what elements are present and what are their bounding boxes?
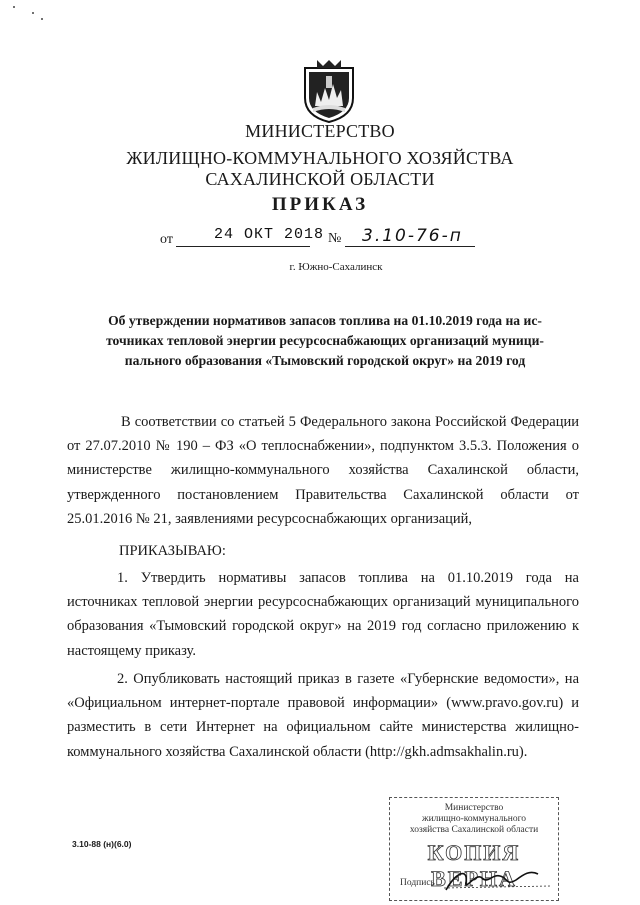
order-item-2: 2. Опубликовать настоящий приказ в газете «Губернские ведомости», на «Официальном интернет-портале правовой информации» (www.pravo.gov.ru) и разместить в сети Интернет на официальном сайте министерства жилищно-коммунального хозяйства Сахалинской области (http://gkh.admsakhalin.ru). — [67, 671, 579, 760]
city-name: г. Южно-Сахалинск — [289, 261, 383, 273]
subject-line2: точниках тепловой энергии ресурсоснабжающих организаций муници- — [106, 333, 544, 348]
ministry-name-line2: ЖИЛИЩНО-КОММУНАЛЬНОГО ХОЗЯЙСТВА — [126, 148, 514, 168]
ministry-name-line3: САХАЛИНСКОЙ ОБЛАСТИ — [205, 169, 435, 189]
stamp-copy-true: КОПИЯ ВЕРНА — [427, 840, 521, 891]
document-type-title: ПРИКАЗ — [271, 194, 369, 215]
subject-line1: Об утверждении нормативов запасов топлива на 01.10.2019 года на ис- — [108, 313, 542, 328]
stamp-signature-label: Подпись — [400, 878, 435, 888]
number-sign: № — [328, 231, 342, 246]
ministry-name-line1: МИНИСТЕРСТВО — [245, 121, 395, 141]
date-prefix: от — [160, 232, 173, 247]
date-handwritten: 24 ОКТ 2018 — [214, 226, 325, 243]
number-underline — [345, 246, 475, 247]
order-number-handwritten: 3.10-76-п — [362, 226, 463, 246]
order-word: ПРИКАЗЫВАЮ: — [119, 543, 226, 559]
scan-speck — [32, 12, 34, 14]
scan-speck — [13, 6, 15, 8]
handwritten-signature-icon — [442, 864, 552, 896]
subject-line3: пального образования «Тымовский городской округ» на 2019 год — [124, 353, 526, 368]
order-item-1: 1. Утвердить нормативы запасов топлива на 01.10.2019 года на источниках тепловой энергии ресурсоснабжающих организаций муниципального образования «Тымовский городской округ» на 2019 год согласно приложению к настоящему приказу. — [67, 570, 579, 659]
coat-of-arms-emblem — [303, 58, 355, 124]
copy-certified-stamp — [389, 797, 559, 901]
scan-speck — [41, 18, 43, 20]
document-code: 3.10-88 (н)(6.0) — [72, 839, 132, 849]
preamble-paragraph: В соответствии со статьей 5 Федерального закона Российской Федерации от 27.07.2010 № 190 – ФЗ «О теплоснабжении», подпунктом 3.5.3. Положения о министерстве жилищно-коммунального хозяйства Сахалинской области, утвержденного постановлением Правительства Сахалинской области от 25.01.2016 № 21, заявлениями ресурсоснабжающих организаций, — [67, 414, 579, 527]
stamp-line3: хозяйства Сахалинской области — [409, 825, 539, 835]
date-underline — [176, 246, 310, 247]
stamp-line1: Министерство — [444, 803, 504, 813]
stamp-line2: жилищно-коммунального — [422, 814, 526, 824]
